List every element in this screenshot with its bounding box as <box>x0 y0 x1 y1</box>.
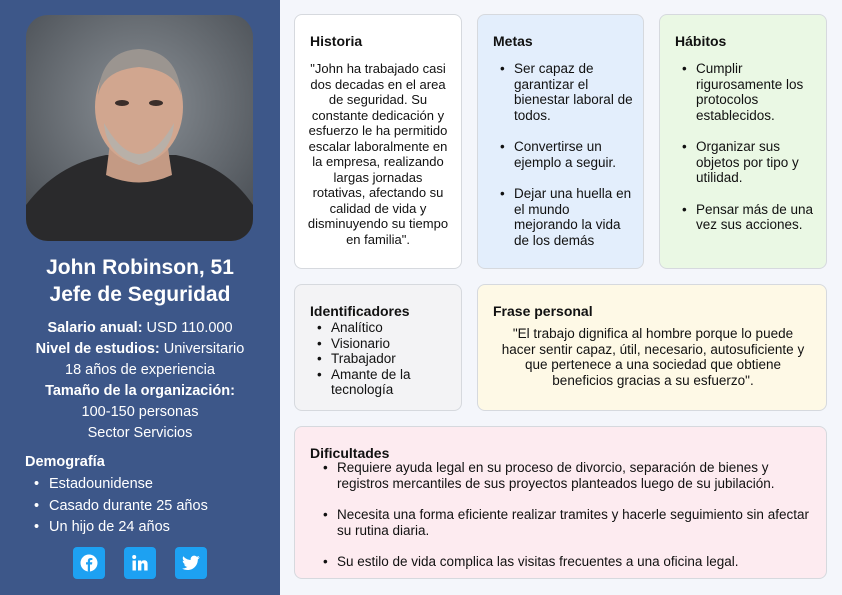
dificultades-list <box>323 460 813 570</box>
salary-label: Salario anual: <box>47 320 143 336</box>
identificadores-title: Identificadores <box>310 303 410 319</box>
habitos-card <box>659 14 827 269</box>
education-value: Universitario <box>159 341 245 357</box>
historia-card <box>294 14 462 269</box>
dificultades-title: Dificultades <box>310 445 390 461</box>
demografia-item: • Casado durante 25 años <box>34 496 208 518</box>
frase-title: Frase personal <box>493 303 593 319</box>
metas-list <box>500 61 634 248</box>
education-row <box>0 339 280 360</box>
demografia-item: • Un hijo de 24 años <box>34 517 208 539</box>
salary-value: USD 110.000 <box>142 320 233 336</box>
demografia-item: • Estadounidense <box>34 474 208 496</box>
metas-card <box>477 14 644 269</box>
identificadores-item: • Trabajador <box>317 351 447 367</box>
demografia-title: Demografía <box>25 454 105 470</box>
frase-card <box>477 284 827 411</box>
experience-row: 18 años de experiencia <box>65 362 215 378</box>
linkedin-button[interactable] <box>124 547 156 579</box>
identificadores-card <box>294 284 462 411</box>
twitter-icon <box>182 555 200 571</box>
habitos-item: • Pensar más de una vez sus acciones. <box>682 202 822 233</box>
dificultades-item: • Necesita una forma eficiente realizar tramites y hacerle seguimiento sin afectar su rutina diaria. <box>323 507 813 538</box>
identificadores-list <box>317 320 447 398</box>
education-label: Nivel de estudios: <box>35 341 160 357</box>
salary-row <box>0 318 280 339</box>
persona-info <box>0 318 280 444</box>
persona-photo <box>26 15 253 241</box>
identificadores-item: • Analítico <box>317 320 447 336</box>
habitos-title: Hábitos <box>675 33 727 49</box>
identificadores-item: • Visionario <box>317 336 447 352</box>
habitos-item: • Cumplir rigurosamente los protocolos establecidos. <box>682 61 822 123</box>
org-size: 100-150 personas <box>81 404 199 420</box>
facebook-button[interactable] <box>73 547 105 579</box>
facebook-icon <box>80 554 98 572</box>
dificultades-item: • Requiere ayuda legal en su proceso de divorcio, separación de bienes y registros mercantiles de sus proyectos planteados luego de su jubilación. <box>323 460 813 491</box>
metas-title: Metas <box>493 33 533 49</box>
habitos-item: • Organizar sus objetos por tipo y utilidad. <box>682 139 822 186</box>
sector: Sector Servicios <box>87 425 193 441</box>
demografia-list <box>34 474 208 539</box>
historia-text: "John ha trabajado casi dos decadas en el area de seguridad. Su constante dedicación y esfuerzo le ha permitido escalar laboralmente en la empresa, realizando largas jornadas rotativas, afectando su calidad de vida y disminuyendo su tiempo en familia". <box>307 61 449 247</box>
linkedin-icon <box>131 554 149 572</box>
twitter-button[interactable] <box>175 547 207 579</box>
habitos-list <box>682 61 822 233</box>
frase-text: "El trabajo dignifica al hombre porque lo puede hacer sentir capaz, útil, necesario, autosuficiente y que pertenece a una sociedad que obtiene beneficios gracias a su esfuerzo". <box>501 326 805 388</box>
metas-item: • Dejar una huella en el mundo mejorando la vida de los demás <box>500 186 634 248</box>
persona-name <box>0 254 280 308</box>
persona-role-line: Jefe de Seguridad <box>49 283 231 306</box>
metas-item: • Ser capaz de garantizar el bienestar laboral de todos. <box>500 61 634 123</box>
identificadores-item: • Amante de la tecnología <box>317 367 447 398</box>
metas-item: • Convertirse un ejemplo a seguir. <box>500 139 634 170</box>
persona-name-line: John Robinson, 51 <box>46 256 234 279</box>
org-label: Tamaño de la organización: <box>45 383 235 399</box>
historia-title: Historia <box>310 33 363 49</box>
dificultades-item: • Su estilo de vida complica las visitas frecuentes a una oficina legal. <box>323 554 813 570</box>
dificultades-card <box>294 426 827 579</box>
persona-sidebar <box>0 0 280 595</box>
